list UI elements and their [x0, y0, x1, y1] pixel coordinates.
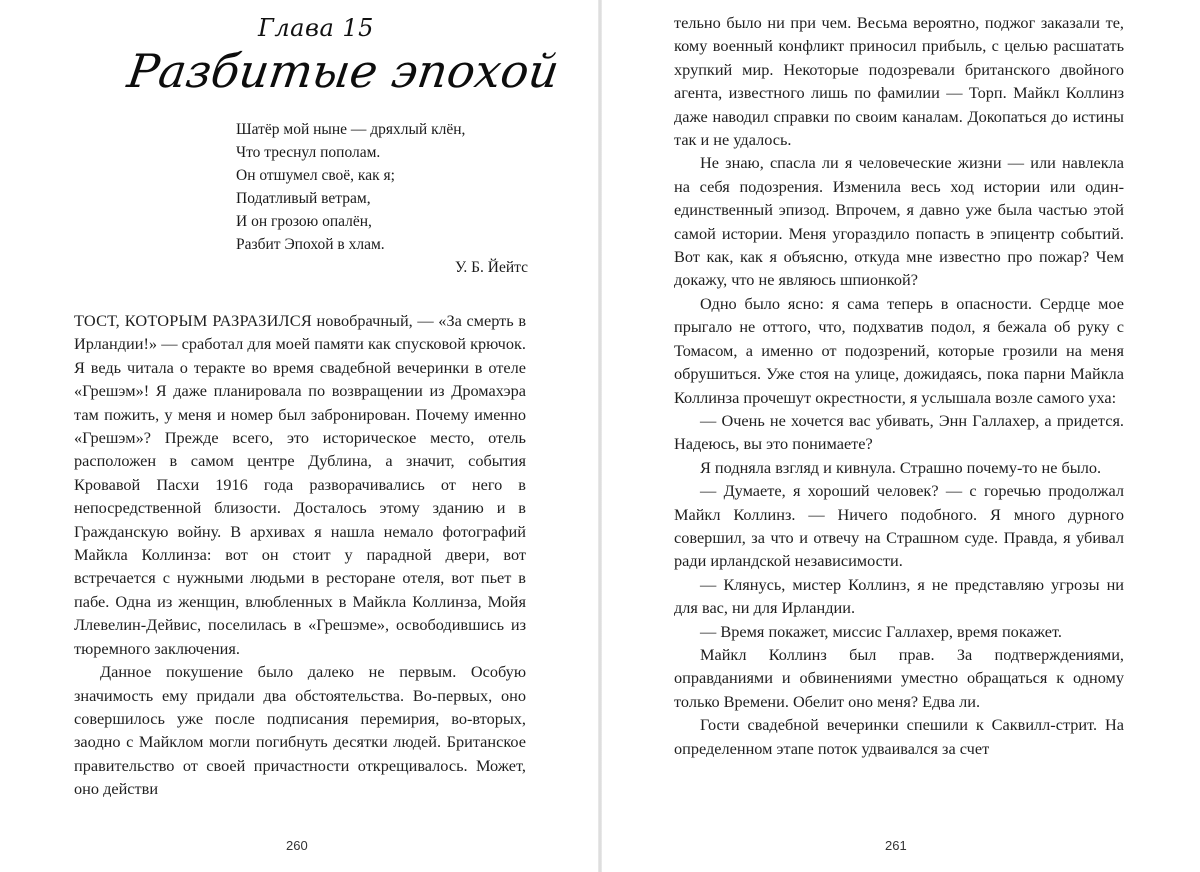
epigraph-line: Разбит Эпохой в хлам. — [236, 236, 385, 253]
chapter-title: Разбитые эпохой — [124, 44, 563, 98]
paragraph-text: новобрачный, — «За смерть в Ирландии!» — сработал для моей памяти как спусковой крючок. Я ведь читала о теракте во время свадебной вечеринки в отеле «Грешэм»! Я даже планировала по возвращении из Дромахэра там пожить, у меня и номер был забронирован. Почему именно «Грешэм»? Прежде всего, это историческое место, отель расположен в самом центре Дублина, а значит, события Кровавой Пасхи 1916 года разворачивались от него в непосредственной близости. Досталось этому зданию и в Гражданскую войну. В архивах я нашла немало фотографий Майкла Коллинза: вот он стоит у парадной двери, вот встречается с нужными людьми в ресторане отеля, вот пьет в пабе. Одна из женщин, влюбленных в Майкла Коллинза, Мойя Ллевелин-Дейвис, поселилась в «Грешэме», освободившись из тюремного заключения. — [74, 311, 527, 658]
paragraph: Данное покушение было далеко не первым. Особую значимость ему придали два обстоятельства. Во-первых, оно совершилось уже после подписания перемирия, во-вторых, заодно с Майклом могли погибнуть десятки людей. Британское правительство от своей причастности открещивалось. Может, оно действи — [74, 662, 526, 799]
paragraph: Я подняла взгляд и кивнула. Страшно почему-то не было. — [700, 457, 1102, 477]
paragraph: Не знаю, спасла ли я человеческие жизни — или навлекла на себя подозрения. Изменила весь ход истории или один-единственный эпизод. Впрочем, я давно уже была частью этой самой истории. Меня угораздило попасть в эпицентр событий. Вот как, как я объясню, откуда мне известно про пожар? Чем докажу, что не являюсь шпионкой? — [674, 153, 1124, 290]
epigraph-line: Податливый ветрам, — [236, 190, 371, 207]
paragraph — [74, 309, 526, 660]
paragraph: — Время покажет, миссис Галлахер, время покажет. — [700, 621, 1062, 641]
paragraph: тельно было ни при чем. Весьма вероятно, поджог заказали те, кому военный конфликт приносил прибыль, с целью расшатать хрупкий мир. Некоторые подозревали британского двойного агента, известного лишь по фамилии — Торп. Майкл Коллинз даже наводил справки по своим каналам. Докопаться до истины так и не удалось. — [674, 13, 1124, 150]
epigraph-line: И он грозою опалён, — [236, 213, 372, 230]
page-number: 261 — [885, 838, 907, 853]
epigraph-author: У. Б. Йейтс — [454, 259, 528, 276]
page-number: 260 — [286, 838, 308, 853]
right-body-text — [674, 11, 1124, 760]
paragraph: — Думаете, я хороший человек? — с горечью продолжал Майкл Коллинз. — Ничего подобного. Я много дурного совершил, за что и отвечу на Страшном суде. Правда, я убивал ради ирландской независимости. — [674, 481, 1124, 571]
paragraph: Одно было ясно: я сама теперь в опасности. Сердце мое прыгало не оттого, что, подхватив подол, я бежала об руку с Томасом, а именно от подозрений, которые грозили на меня обрушиться. Уже стоя на улице, дожидаясь, пока парни Майкла Коллинза прочешут окрестности, я услышала возле самого уха: — [674, 293, 1124, 407]
paragraph: Майкл Коллинз был прав. За подтверждениями, оправданиями и обвинениями уместно обращаться к одному только Времени. Обелит оно меня? Едва ли. — [674, 644, 1124, 711]
epigraph-line: Что треснул пополам. — [236, 144, 381, 161]
paragraph: Гости свадебной вечеринки спешили к Саквилл-стрит. На определенном этапе поток удваивался за счет — [674, 715, 1124, 758]
chapter-label: Глава 15 — [258, 14, 374, 42]
right-page — [602, 0, 1200, 872]
epigraph-line: Он отшумел своё, как я; — [236, 167, 395, 184]
paragraph: — Клянусь, мистер Коллинз, я не представляю угрозы ни для вас, ни для Ирландии. — [674, 574, 1124, 618]
left-body-text — [74, 309, 526, 801]
lead-in-caps: ТОСТ, КОТОРЫМ РАЗРАЗИЛСЯ — [74, 311, 312, 330]
epigraph — [236, 118, 528, 279]
left-page — [0, 0, 598, 872]
epigraph-line: Шатёр мой ныне — дряхлый клён, — [236, 121, 466, 138]
paragraph: — Очень не хочется вас убивать, Энн Галлахер, а придется. Надеюсь, вы это понимаете? — [674, 410, 1124, 454]
